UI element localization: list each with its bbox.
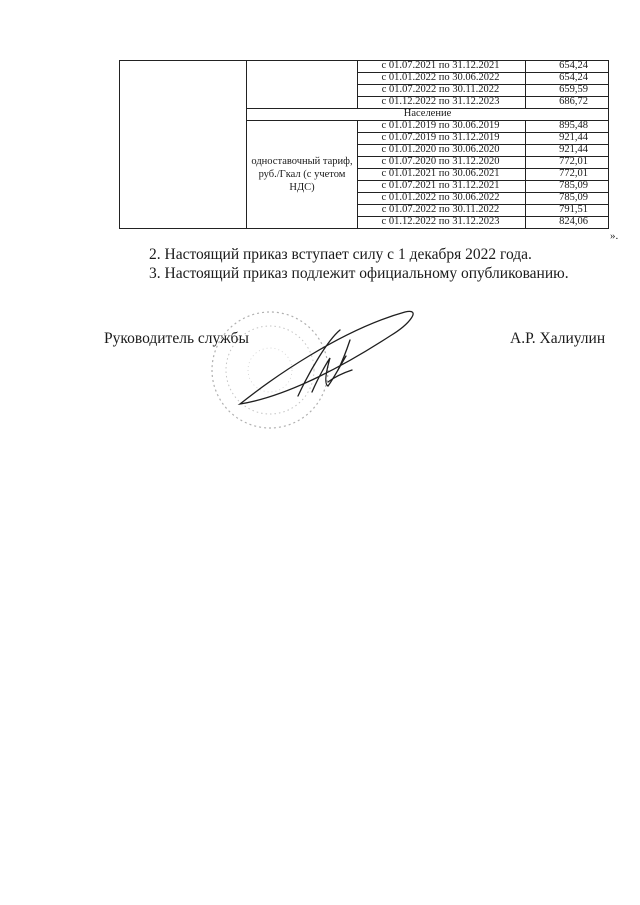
order-item-3: 3. Настоящий приказ подлежит официальному опубликованию. <box>149 265 569 282</box>
period-cell: с 01.01.2020 по 30.06.2020 <box>358 145 526 157</box>
merged-empty-cell <box>120 61 247 229</box>
tariff-type-cell: одноставочный тариф, руб./Гкал (с учетом НДС) <box>247 121 358 229</box>
closing-quote: ». <box>610 230 619 242</box>
period-cell: с 01.07.2019 по 31.12.2019 <box>358 133 526 145</box>
tariff-value-cell: 785,09 <box>526 193 609 205</box>
merged-empty-cell <box>247 61 358 109</box>
tariff-value-cell: 921,44 <box>526 145 609 157</box>
tariff-value-cell: 686,72 <box>526 97 609 109</box>
period-cell: с 01.07.2022 по 30.11.2022 <box>358 85 526 97</box>
period-cell: с 01.01.2019 по 30.06.2019 <box>358 121 526 133</box>
tariff-value-cell: 772,01 <box>526 157 609 169</box>
period-cell: с 01.01.2021 по 30.06.2021 <box>358 169 526 181</box>
period-cell: с 01.12.2022 по 31.12.2023 <box>358 97 526 109</box>
period-cell: с 01.01.2022 по 30.06.2022 <box>358 73 526 85</box>
period-cell: с 01.01.2022 по 30.06.2022 <box>358 193 526 205</box>
tariff-value-cell: 654,24 <box>526 61 609 73</box>
period-cell: с 01.07.2022 по 30.11.2022 <box>358 205 526 217</box>
signatory-name: А.Р. Халиулин <box>510 330 606 347</box>
tariff-value-cell: 659,59 <box>526 85 609 97</box>
order-item-2: 2. Настоящий приказ вступает силу с 1 декабря 2022 года. <box>149 246 532 263</box>
tariff-value-cell: 921,44 <box>526 133 609 145</box>
group-header-cell: Население <box>247 109 609 121</box>
tariff-value-cell: 654,24 <box>526 73 609 85</box>
period-cell: с 01.07.2020 по 31.12.2020 <box>358 157 526 169</box>
stamp-and-signature <box>200 300 430 440</box>
tariff-value-cell: 824,06 <box>526 217 609 229</box>
tariff-value-cell: 772,01 <box>526 169 609 181</box>
tariff-value-cell: 895,48 <box>526 121 609 133</box>
tariff-table <box>119 60 609 229</box>
signatory-position: Руководитель службы <box>104 330 249 347</box>
tariff-value-cell: 791,51 <box>526 205 609 217</box>
period-cell: с 01.12.2022 по 31.12.2023 <box>358 217 526 229</box>
tariff-value-cell: 785,09 <box>526 181 609 193</box>
period-cell: с 01.07.2021 по 31.12.2021 <box>358 181 526 193</box>
period-cell: с 01.07.2021 по 31.12.2021 <box>358 61 526 73</box>
table-row <box>120 61 609 73</box>
